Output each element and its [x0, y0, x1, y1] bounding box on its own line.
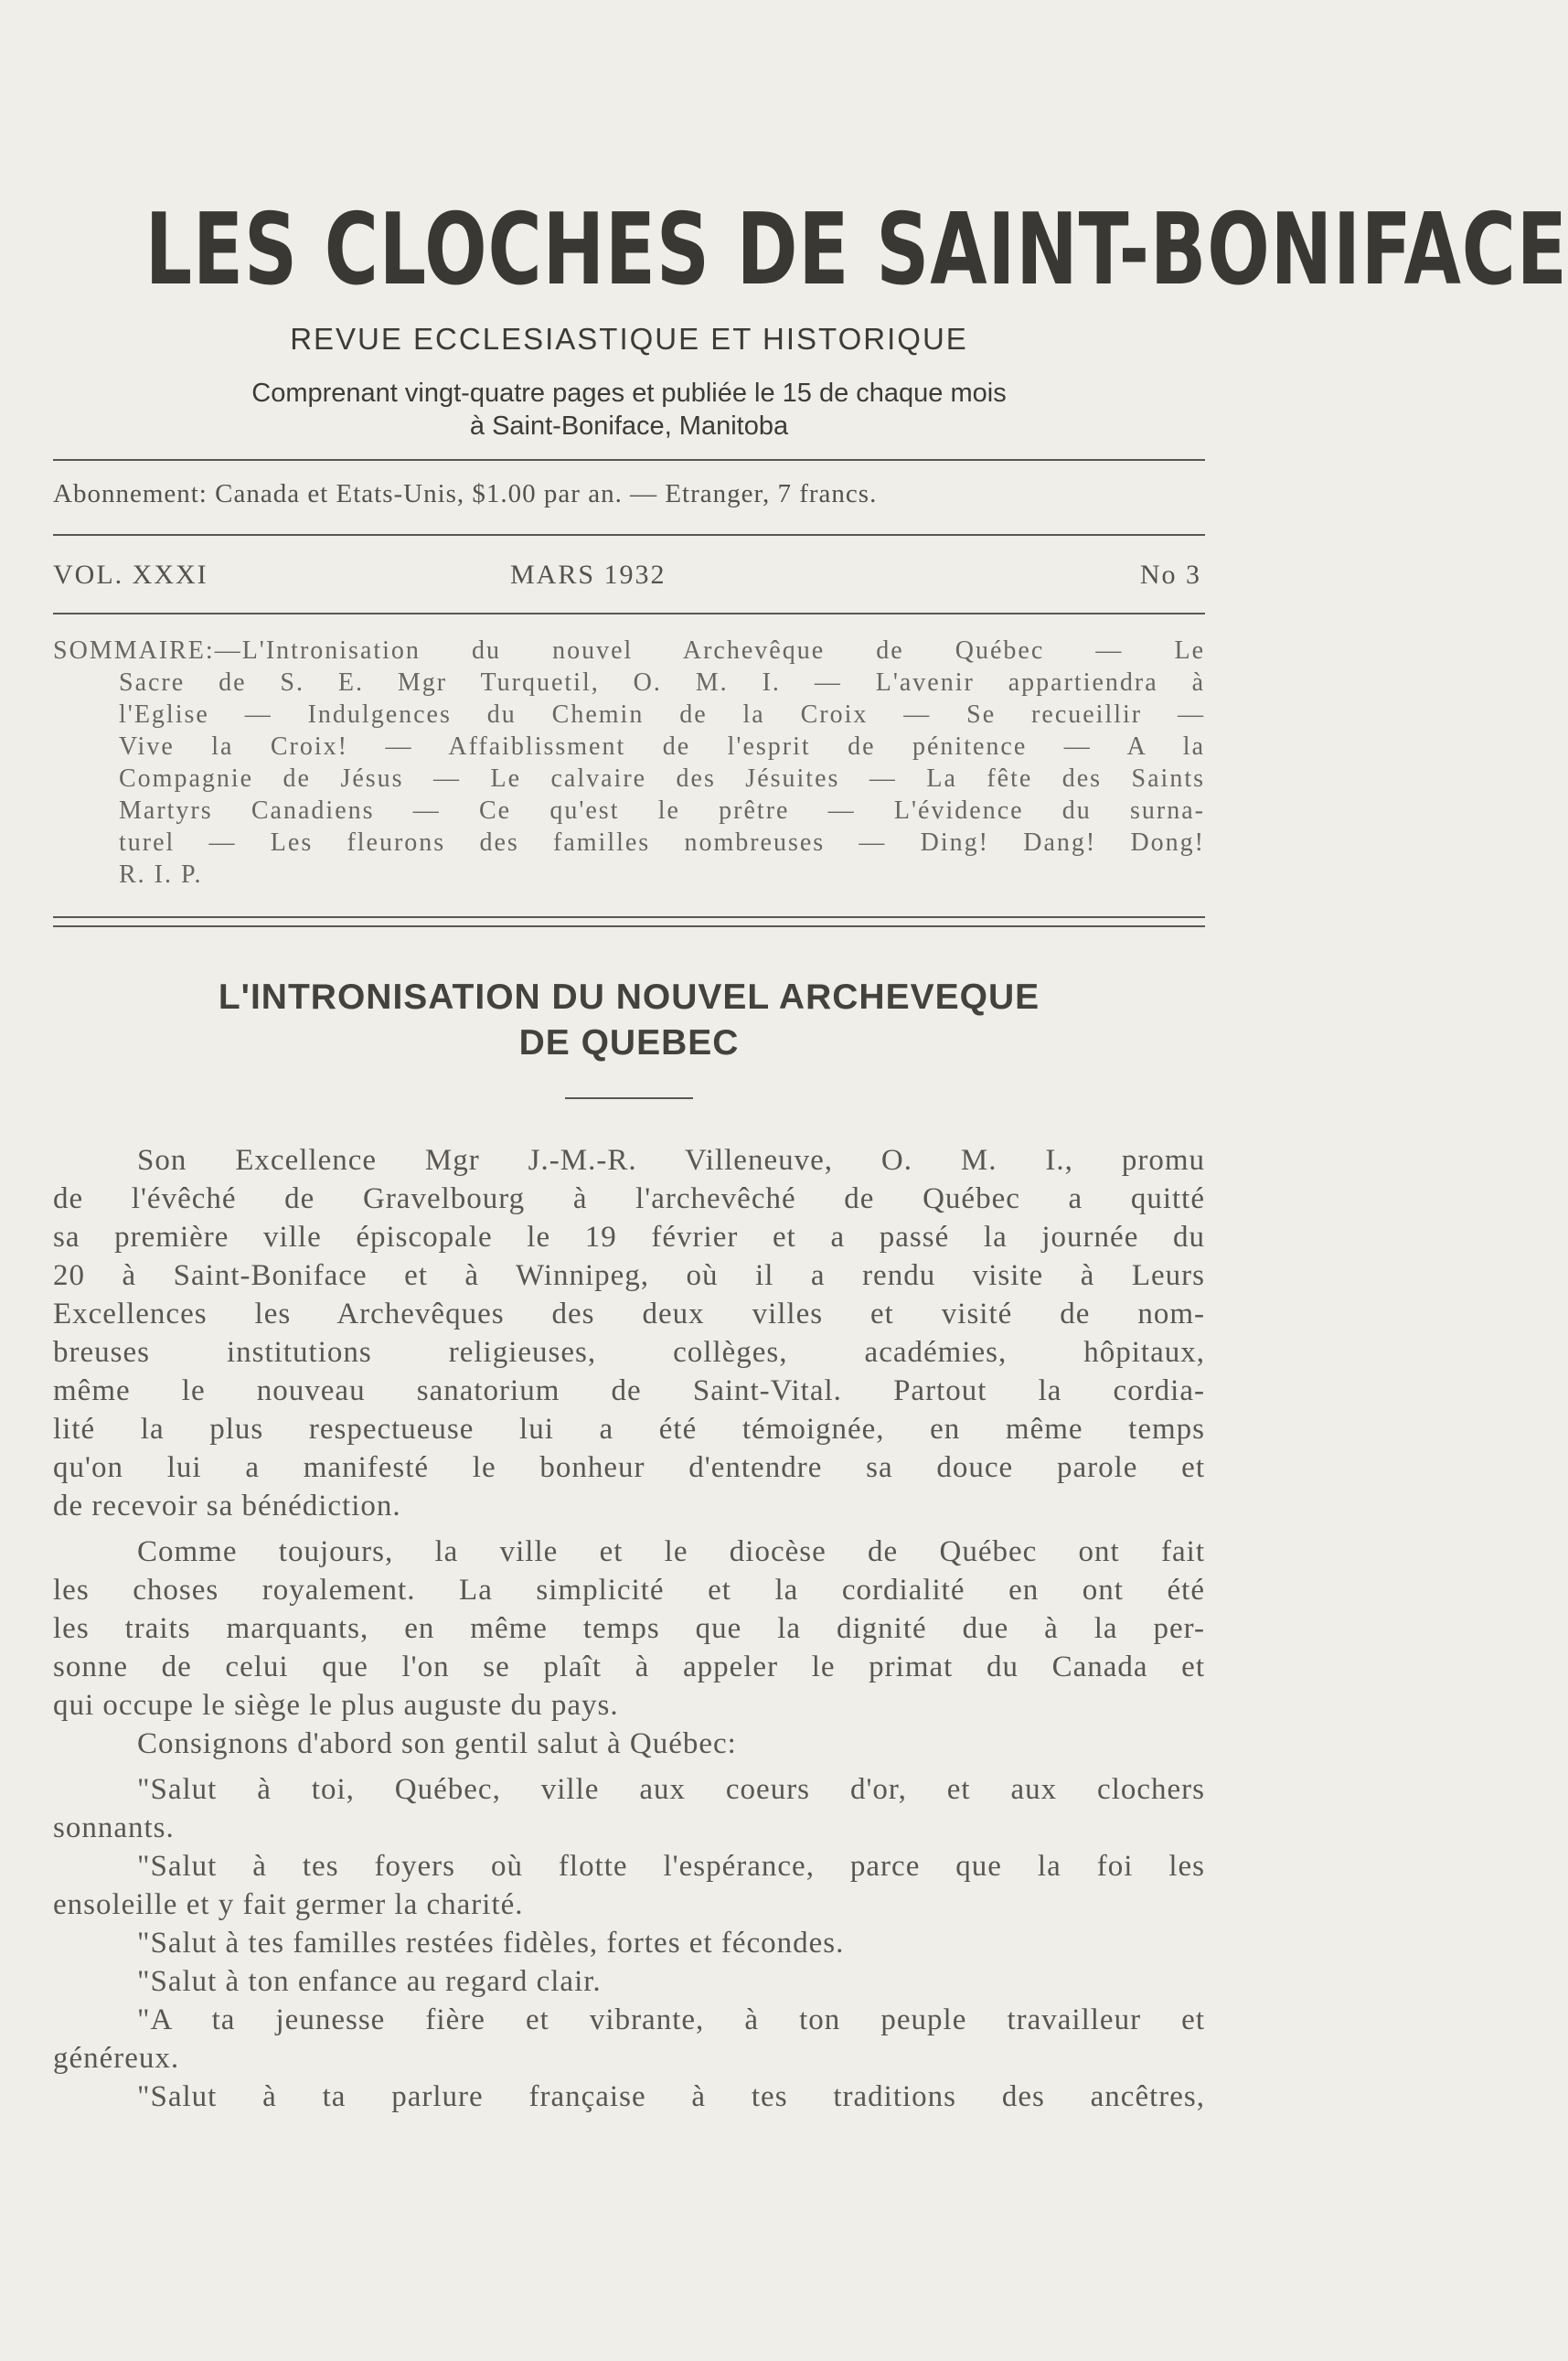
body-line: ensoleille et y fait germer la charité. [53, 1888, 524, 1921]
body-line: de l'évêché de Gravelbourg à l'archevêché de Québec a quitté [53, 1182, 1205, 1215]
article-body [53, 1141, 1205, 2116]
body-line: 20 à Saint-Boniface et à Winnipeg, où il a rendu visite à Leurs [53, 1259, 1205, 1292]
toc-line: Compagnie de Jésus — Le calvaire des Jésuites — La fête des Saints [119, 764, 1205, 793]
body-line: généreux. [53, 2042, 180, 2075]
toc-line: l'Eglise — Indulgences du Chemin de la Croix — Se recueillir — [119, 700, 1205, 729]
title-underline [565, 1097, 693, 1099]
divider [53, 916, 1205, 918]
body-line: Son Excellence Mgr J.-M.-R. Villeneuve, O. M. I., promu [137, 1144, 1205, 1177]
body-line: les traits marquants, en même temps que la dignité due à la per- [53, 1612, 1205, 1645]
body-line: sonne de celui que l'on se plaît à appeler le primat du Canada et [53, 1651, 1205, 1683]
toc-line: Sacre de S. E. Mgr Turquetil, O. M. I. — L'avenir appartiendra à [119, 668, 1205, 697]
subscription-line: Abonnement: Canada et Etats-Unis, $1.00 par an. — Etranger, 7 francs. [53, 479, 878, 508]
body-line: de recevoir sa bénédiction. [53, 1490, 401, 1522]
publication-info-line1: Comprenant vingt-quatre pages et publiée le 15 de chaque mois [251, 379, 1007, 408]
masthead-title: LES CLOCHES DE SAINT-BONIFACE [144, 192, 1568, 307]
body-line: "Salut à ton enfance au regard clair. [137, 1965, 602, 1998]
body-line: sonnants. [53, 1811, 175, 1844]
body-line: breuses institutions religieuses, collèges, académies, hôpitaux, [53, 1336, 1205, 1369]
article-title [53, 975, 1205, 1066]
body-line: lité la plus respectueuse lui a été témoignée, en même temps [53, 1413, 1205, 1446]
toc-line: SOMMAIRE:—L'Intronisation du nouvel Archevêque de Québec — Le [53, 636, 1205, 665]
body-line: Comme toujours, la ville et le diocèse de Québec ont fait [137, 1535, 1205, 1568]
article-title-line2: DE QUEBEC [518, 1023, 740, 1063]
divider [53, 459, 1205, 461]
body-line: qu'on lui a manifesté le bonheur d'entendre sa douce parole et [53, 1451, 1205, 1484]
toc-line: turel — Les fleurons des familles nombreuses — Ding! Dang! Dong! [119, 828, 1205, 857]
body-line: "Salut à tes foyers où flotte l'espérance, parce que la foi les [137, 1850, 1205, 1883]
volume-number: VOL. XXXI [53, 560, 208, 590]
body-line: "Salut à toi, Québec, ville aux coeurs d'or, et aux clochers [137, 1773, 1205, 1806]
publication-info-line2: à Saint-Boniface, Manitoba [469, 411, 789, 441]
divider [53, 613, 1205, 614]
issue-date: MARS 1932 [510, 560, 667, 590]
masthead-subtitle: REVUE ECCLESIASTIQUE ET HISTORIQUE [290, 322, 968, 356]
body-line: Consignons d'abord son gentil salut à Québec: [137, 1727, 737, 1760]
divider [53, 925, 1205, 927]
toc-line: R. I. P. [119, 860, 203, 889]
divider [53, 534, 1205, 536]
body-line: "Salut à tes familles restées fidèles, fortes et fécondes. [137, 1927, 845, 1960]
body-line: les choses royalement. La simplicité et la cordialité en ont été [53, 1574, 1205, 1607]
body-line: "A ta jeunesse fière et vibrante, à ton peuple travailleur et [137, 2003, 1205, 2036]
table-of-contents [53, 635, 1205, 891]
toc-line: Martyrs Canadiens — Ce qu'est le prêtre — L'évidence du surna- [119, 796, 1205, 825]
body-line: même le nouveau sanatorium de Saint-Vital. Partout la cordia- [53, 1374, 1205, 1407]
body-line: Excellences les Archevêques des deux villes et visité de nom- [53, 1298, 1205, 1330]
body-line: "Salut à ta parlure française à tes traditions des ancêtres, [137, 2080, 1205, 2113]
issue-number: No 3 [1139, 560, 1201, 590]
body-line: sa première ville épiscopale le 19 février et a passé la journée du [53, 1221, 1205, 1254]
toc-line: Vive la Croix! — Affaiblissment de l'esprit de pénitence — A la [119, 732, 1205, 761]
article-title-line1: L'INTRONISATION DU NOUVEL ARCHEVEQUE [218, 978, 1040, 1017]
body-line: qui occupe le siège le plus auguste du pays. [53, 1689, 619, 1722]
